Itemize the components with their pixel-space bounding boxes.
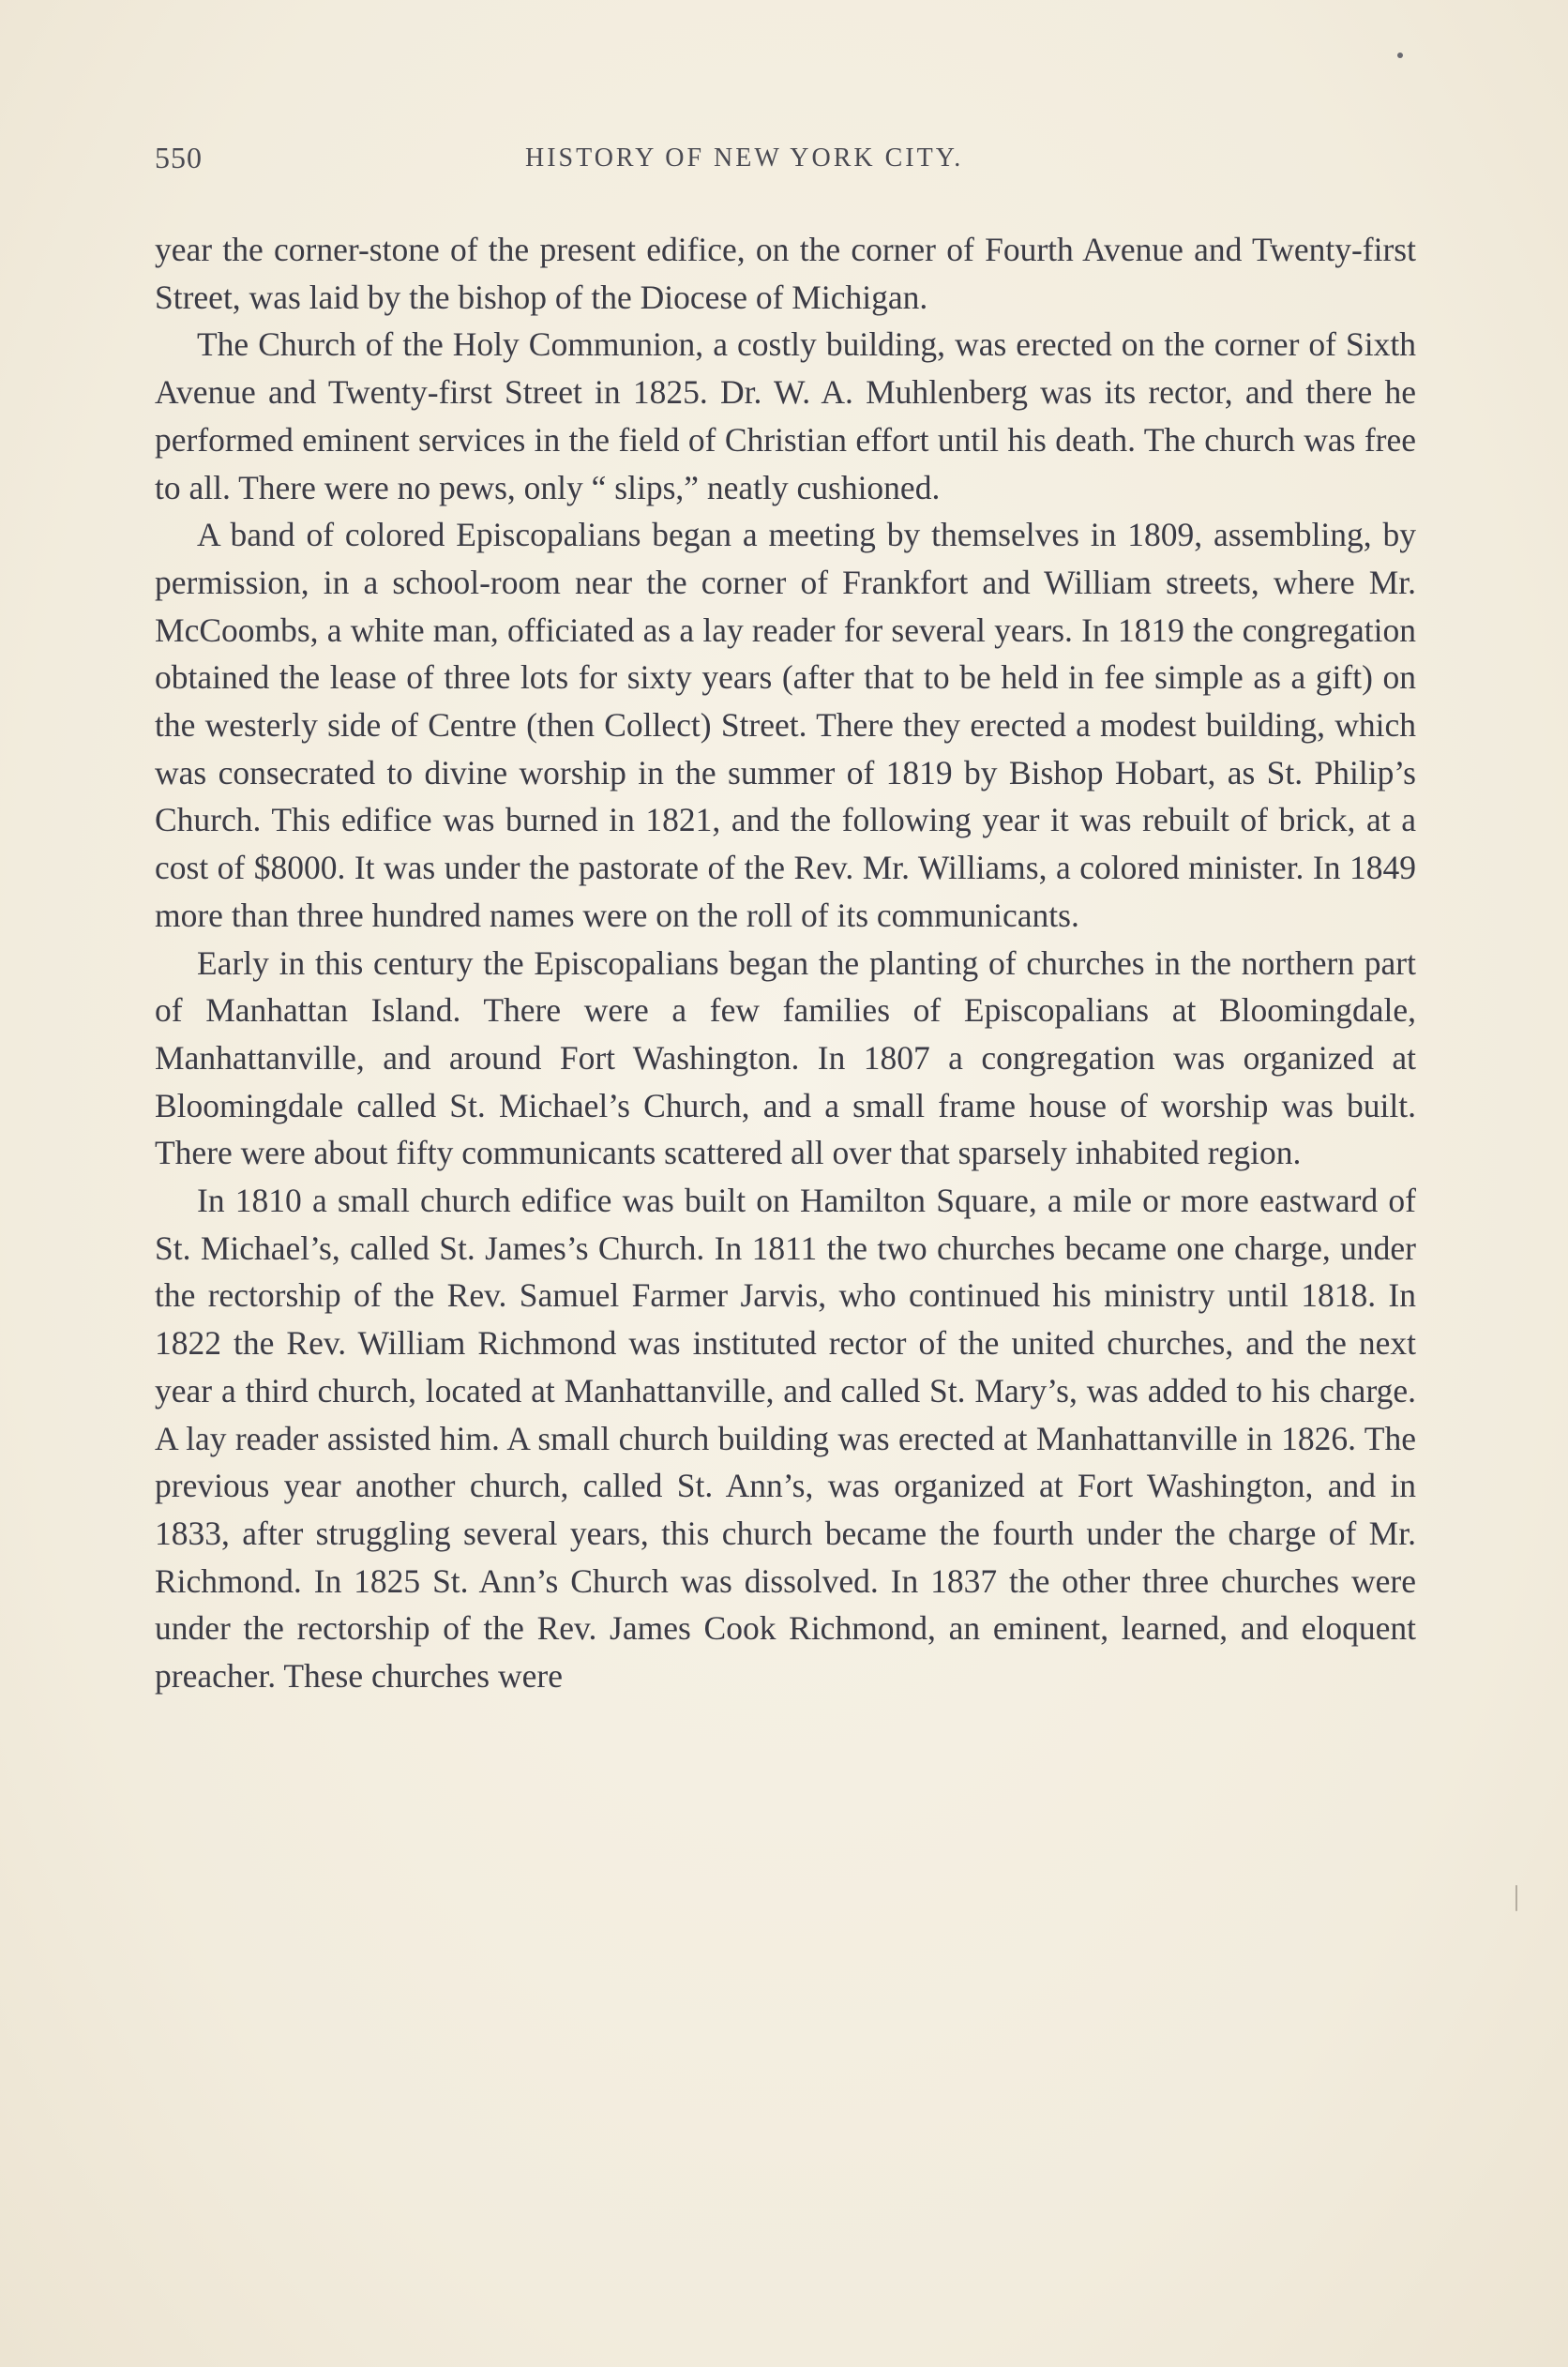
page-number: 550: [155, 141, 203, 174]
print-speck: [1397, 53, 1403, 58]
paragraph-st-james: In 1810 a small church edifice was built on Hamilton Square, a mile or more eastward of St. Michael’s, called St. James’s Church. In 1811 the two churches became one charge, under the rectorship of the Rev. Samuel Farmer Jarvis, who continued his ministry until 1818. In 1822 the Rev. William Richmond was instituted rector of the united churches, and the next year a third church, located at Manhattanville, and called St. Mary’s, was added to his charge. A lay reader assisted him. A small church building was erected at Manhattanville in 1826. The previous year another church, called St. Ann’s, was organized at Fort Washington, and in 1833, after struggling several years, this church became the fourth under the charge of Mr. Richmond. In 1825 St. Ann’s Church was dissolved. In 1837 the other three churches were under the rectorship of the Rev. James Cook Richmond, an eminent, learned, and eloquent preacher. These churches were: [155, 1182, 1416, 1696]
paragraph-holy-communion: The Church of the Holy Communion, a costly building, was erected on the corner of Sixth Avenue and Twenty-first Street in 1825. Dr. W. A. Muhlenberg was its rector, and there he performed eminent services in the field of Christian effort until his death. The church was free to all. There were no pews, only “ slips,” neatly cushioned.: [155, 325, 1416, 506]
paragraph-continued: year the corner-stone of the present edifice, on the corner of Fourth Avenue and Twenty-first Street, was laid by the bishop of the Diocese of Michigan.: [155, 231, 1416, 316]
running-head: HISTORY OF NEW YORK CITY.: [525, 143, 964, 173]
print-speck: [1515, 1885, 1517, 1911]
paragraph-northern-churches: Early in this century the Episcopalians began the planting of churches in the northern part of Manhattan Island. There were a few families of Episcopalians at Bloomingdale, Manhattanville, and around Fort Washington. In 1807 a congregation was organized at Bloomingdale called St. Michael’s Church, and a small frame house of worship was built. There were about fifty communicants scattered all over that sparsely inhabited region.: [155, 943, 1416, 1172]
body-text: [155, 226, 1416, 1700]
page-header: [155, 141, 1416, 188]
paragraph-st-philips: A band of colored Episcopalians began a meeting by themselves in 1809, assembling, by permission, in a school-room near the corner of Frankfort and William streets, where Mr. McCoombs, a white man, officiated as a lay reader for several years. In 1819 the congregation obtained the lease of three lots for sixty years (after that to be held in fee simple as a gift) on the westerly side of Centre (then Collect) Street. There they erected a modest building, which was consecrated to divine worship in the summer of 1819 by Bishop Hobart, as St. Philip’s Church. This edifice was burned in 1821, and the following year it was rebuilt of brick, at a cost of $8000. It was under the pastorate of the Rev. Mr. Williams, a colored minister. In 1849 more than three hundred names were on the roll of its communicants.: [155, 516, 1416, 934]
